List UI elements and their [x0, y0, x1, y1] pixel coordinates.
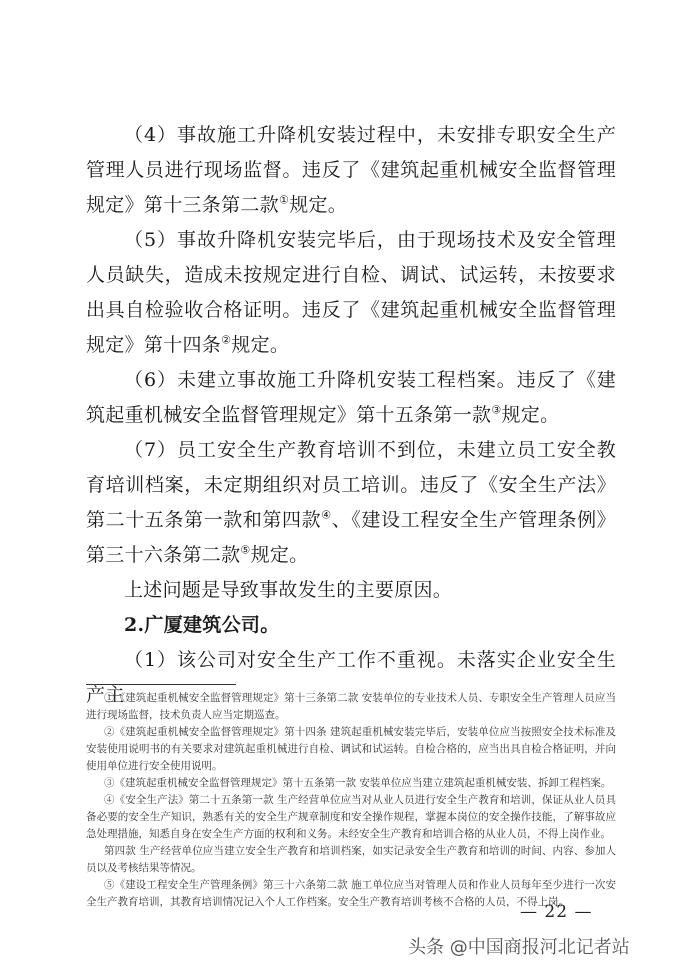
footnote-ref-3: ③ [491, 403, 502, 417]
footnote-ref-2: ② [221, 333, 232, 347]
footnote-ref-5: ⑤ [240, 543, 251, 557]
footnote-5: ⑤《建设工程安全生产管理条例》第三十六条第二款 施工单位应当对管理人员和作业人员每年至少进行一次安全生产教育培训，其教育培训情况记入个人工作档案。安全生产教育培训考核不合格的人员，不得上岗。 [86, 879, 616, 908]
footnote-4: ④《安全生产法》第二十五条第一款 生产经营单位应当对从业人员进行安全生产教育和培训，保证从业人员具备必要的安全生产知识，熟悉有关的安全生产规章制度和安全操作规程，掌握本岗位的安全操作技能，了解事故应急处理措施，知悉自身在安全生产方面的权利和义务。未经安全生产教育和培训合格的从业人员，不得上岗作业。 [86, 794, 616, 840]
section-heading: 2.广厦建筑公司。 [124, 614, 280, 636]
summary-paragraph: 上述问题是导致事故发生的主要原因。 [124, 579, 453, 601]
paragraph-5: （5）事故升降机安装完毕后，由于现场技术及安全管理人员缺失，造成未按规定进行自检、调试、试运转，未按要求出具自检验收合格证明。违反了《建筑起重机械安全监督管理规定》第十四条②规定。 [86, 229, 616, 356]
paragraph-4: （4）事故施工升降机安装过程中，未安排专职安全生产管理人员进行现场监督。违反了《建筑起重机械安全监督管理规定》第十三条第二款①规定。 [86, 124, 616, 216]
watermark: 头条 @中国商报河北记者站 [408, 937, 630, 958]
body-text [86, 118, 616, 713]
page-number: — 22 — [520, 902, 593, 922]
paragraph-6: （6）未建立事故施工升降机安装工程档案。违反了《建筑起重机械安全监督管理规定》第十五条第一款③规定。 [86, 369, 616, 426]
paragraph-company-1: （1）该公司对安全生产工作不重视。未落实企业安全生产主 [86, 649, 616, 706]
footnote-1: ①《建筑起重机械安全监督管理规定》第十三条第二款 安装单位的专业技术人员、专职安全生产管理人员应当进行现场监督，技术负责人应当定期巡查。 [86, 692, 616, 721]
footnotes [86, 690, 616, 911]
footnote-ref-4: ④ [321, 508, 332, 522]
footnote-3: ③《建筑起重机械安全监督管理规定》第十五条第一款 安装单位应当建立建筑起重机械安装、拆卸工程档案。 [104, 777, 612, 789]
footnote-4-part2: 第四款 生产经营单位应当建立安全生产教育和培训档案，如实记录安全生产教育和培训的时间、内容、参加人员以及考核结果等情况。 [86, 845, 616, 874]
footnote-divider [86, 684, 236, 685]
paragraph-7: （7）员工安全生产教育培训不到位，未建立员工安全教育培训档案，未定期组织对员工培训。违反了《安全生产法》第二十五条第一款和第四款④、《建设工程安全生产管理条例》第三十六条第二款⑤规定。 [86, 439, 616, 566]
footnote-2: ②《建筑起重机械安全监督管理规定》第十四条 建筑起重机械安装完毕后，安装单位应当按照安全技术标准及安装使用说明书的有关要求对建筑起重机械进行自检、调试和试运转。自检合格的，应当出具自检合格证明，并向使用单位进行安全使用说明。 [86, 726, 616, 772]
footnote-ref-1: ① [279, 193, 290, 207]
